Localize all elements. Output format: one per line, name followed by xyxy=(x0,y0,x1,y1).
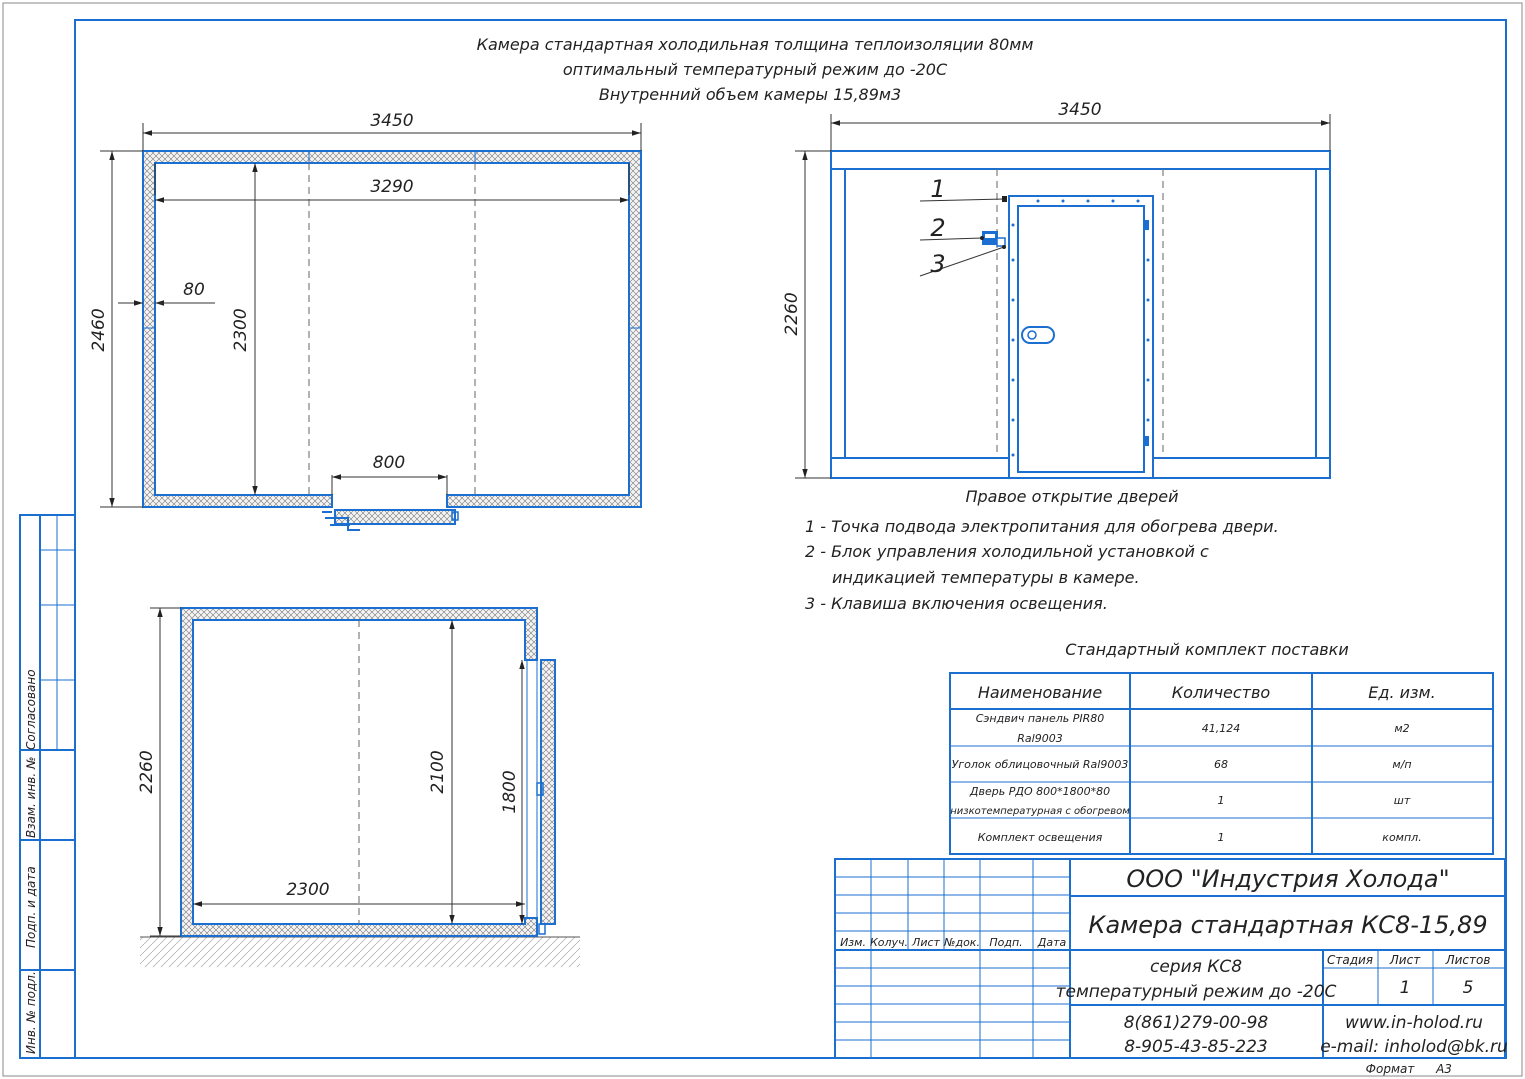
ground-hatch xyxy=(140,937,580,967)
kit-row-2-qty: 68 xyxy=(1214,758,1228,771)
side-label-inv-orig: Инв. № подл. xyxy=(24,971,38,1054)
plan-wall-thickness: 80 xyxy=(183,280,205,300)
side-label-inv-repl: Взам. инв. № xyxy=(24,756,38,838)
kit-header-name: Наименование xyxy=(977,683,1103,702)
kit-row-1-name: Сэндвич панель PIR80 xyxy=(975,712,1105,725)
callout-2: 2 xyxy=(930,214,946,242)
front-width: 3450 xyxy=(1058,100,1102,120)
callout-1: 1 xyxy=(930,175,946,203)
kit-row-4-name: Комплект освещения xyxy=(977,831,1103,844)
stamp-col-podp: Подп. xyxy=(989,936,1023,949)
kit-row-4-unit: компл. xyxy=(1382,831,1422,844)
stamp-series: серия КС8 xyxy=(1149,957,1243,977)
kit-row-3-name-2: низкотемпературная с обогревом xyxy=(950,806,1130,817)
stamp-product: Камера стандартная КС8-15,89 xyxy=(1088,911,1488,939)
stamp-col-koluch: Колуч. xyxy=(869,936,909,949)
stamp-sheets-label: Листов xyxy=(1445,953,1491,967)
format-label: Формат xyxy=(1365,1062,1415,1076)
kit-row-1-unit: м2 xyxy=(1394,722,1410,735)
plan-view xyxy=(143,151,641,530)
title-line-1: Камера стандартная холодильная толщина теплоизоляции 80мм xyxy=(476,35,1034,54)
front-height: 2260 xyxy=(782,292,802,336)
stamp-stage-label: Стадия xyxy=(1326,953,1374,967)
plan-outer-depth: 2460 xyxy=(89,308,109,352)
format-value: А3 xyxy=(1436,1062,1452,1076)
stamp-col-list: Лист xyxy=(912,936,940,949)
stamp-sheet-number: 1 xyxy=(1399,978,1411,998)
title-line-2: оптимальный температурный режим до -20С xyxy=(562,60,948,79)
stamp-phone-2: 8-905-43-85-223 xyxy=(1124,1037,1268,1057)
kit-row-4-qty: 1 xyxy=(1217,831,1225,844)
kit-row-2-unit: м/п xyxy=(1392,758,1412,771)
kit-row-1-name-2: Ral9003 xyxy=(1017,732,1063,745)
kit-table-title: Стандартный комплект поставки xyxy=(1065,640,1349,659)
side-label-agreed: Согласовано xyxy=(24,669,38,750)
stamp-sheets-count: 5 xyxy=(1462,978,1474,998)
stamp-website: www.in-holod.ru xyxy=(1345,1013,1483,1033)
section-width: 2300 xyxy=(286,880,330,900)
side-label-sign-date: Подп. и дата xyxy=(24,866,38,948)
section-door-height: 1800 xyxy=(500,770,520,814)
note-1: 1 - Точка подвода электропитания для обогрева двери. xyxy=(805,517,1279,536)
front-view xyxy=(831,151,1330,478)
section-height: 2260 xyxy=(137,750,157,794)
stamp-col-izm: Изм. xyxy=(840,936,866,949)
title-line-3: Внутренний объем камеры 15,89м3 xyxy=(598,85,902,104)
stamp-col-data: Дата xyxy=(1037,936,1067,949)
light-switch-icon xyxy=(997,238,1005,246)
kit-row-3-unit: шт xyxy=(1393,794,1411,807)
kit-header-unit: Ед. изм. xyxy=(1368,683,1436,702)
section-dimensions xyxy=(150,608,525,936)
inner-frame xyxy=(75,20,1506,1058)
section-inner-height: 2100 xyxy=(428,750,448,794)
stamp-company: ООО "Индустрия Холода" xyxy=(1126,865,1450,893)
door-opening-caption: Правое открытие дверей xyxy=(965,487,1179,506)
door-handle xyxy=(1022,327,1054,343)
plan-door-leaf xyxy=(335,510,455,524)
stamp-temp: температурный режим до -20С xyxy=(1055,982,1337,1002)
plan-outer-width: 3450 xyxy=(370,111,414,131)
note-2: 2 - Блок управления холодильной установкой с xyxy=(805,542,1209,561)
plan-inner-depth: 2300 xyxy=(231,308,251,352)
stamp-col-ndoc: №док. xyxy=(944,936,980,949)
note-3: 3 - Клавиша включения освещения. xyxy=(805,594,1108,613)
kit-row-2-name: Уголок облицовочный Ral9003 xyxy=(951,758,1129,771)
kit-row-3-name: Дверь РДО 800*1800*80 xyxy=(969,785,1111,798)
plan-door-width: 800 xyxy=(372,453,406,473)
kit-row-3-qty: 1 xyxy=(1217,794,1225,807)
stamp-phone-1: 8(861)279-00-98 xyxy=(1123,1013,1269,1033)
plan-inner-width: 3290 xyxy=(370,177,414,197)
kit-header-qty: Количество xyxy=(1171,683,1271,702)
stamp-sheet-label: Лист xyxy=(1389,953,1421,967)
stamp-email: e-mail: inholod@bk.ru xyxy=(1320,1037,1508,1057)
kit-row-1-qty: 41,124 xyxy=(1201,722,1241,735)
callout-3: 3 xyxy=(930,250,946,278)
note-2-cont: индикацией температуры в камере. xyxy=(832,568,1140,587)
